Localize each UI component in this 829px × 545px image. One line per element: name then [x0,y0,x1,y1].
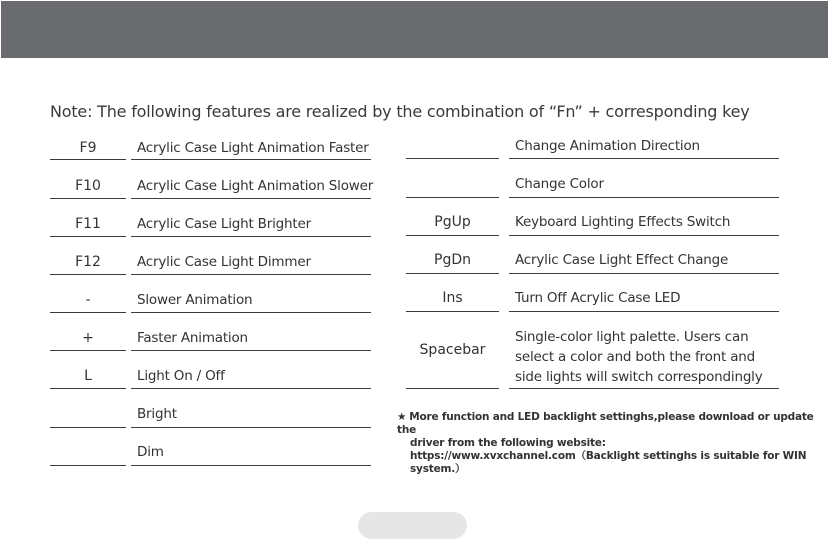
desc-ins: Turn Off Acrylic Case LED [509,290,779,312]
key-minus: - [50,292,126,313]
desc-l: Light On / Off [131,368,371,389]
desc-pgdn: Acrylic Case Light Effect Change [509,252,779,274]
desc-dim: Dim [131,444,371,466]
desc-spacebar: Single-color light palette. Users can select a color and both the front and side lights will switch correspondingly [509,324,779,389]
key-pgup: PgUp [406,214,499,236]
key-spacebar: Spacebar [406,328,499,389]
key-f11: F11 [50,216,126,237]
desc-minus: Slower Animation [131,292,371,313]
desc-f12: Acrylic Case Light Dimmer [131,254,371,275]
key-f12: F12 [50,254,126,275]
key-l: L [50,368,126,389]
desc-f10: Acrylic Case Light Animation Slower [131,178,371,199]
footnote-line-3: https://www.xvxchannel.com（Backlight settinghs is suitable for WIN system.） [410,450,807,475]
key-bright [50,406,126,428]
desc-plus: Faster Animation [131,330,371,351]
desc-bright: Bright [131,406,371,428]
star-icon: ★ [397,411,407,423]
desc-f11: Acrylic Case Light Brighter [131,216,371,237]
key-color [406,176,499,198]
desc-f9: Acrylic Case Light Animation Faster [131,140,371,160]
desc-color: Change Color [509,176,779,198]
desc-direction: Change Animation Direction [509,138,779,159]
key-direction [406,138,499,159]
key-plus: + [50,330,126,351]
key-ins: Ins [406,290,499,312]
footnote [397,411,827,476]
key-pgdn: PgDn [406,252,499,274]
desc-pgup: Keyboard Lighting Effects Switch [509,214,779,236]
page-indicator-pill [358,512,467,539]
key-f9: F9 [50,140,126,160]
note-text: Note: The following features are realized by the combination of “Fn” + corresponding key [50,102,750,121]
footnote-line-1: More function and LED backlight settinghs,please download or update the [397,411,814,436]
header-bar [1,1,828,58]
key-dim [50,444,126,466]
key-f10: F10 [50,178,126,199]
footnote-line-2: driver from the following website: [410,437,606,449]
